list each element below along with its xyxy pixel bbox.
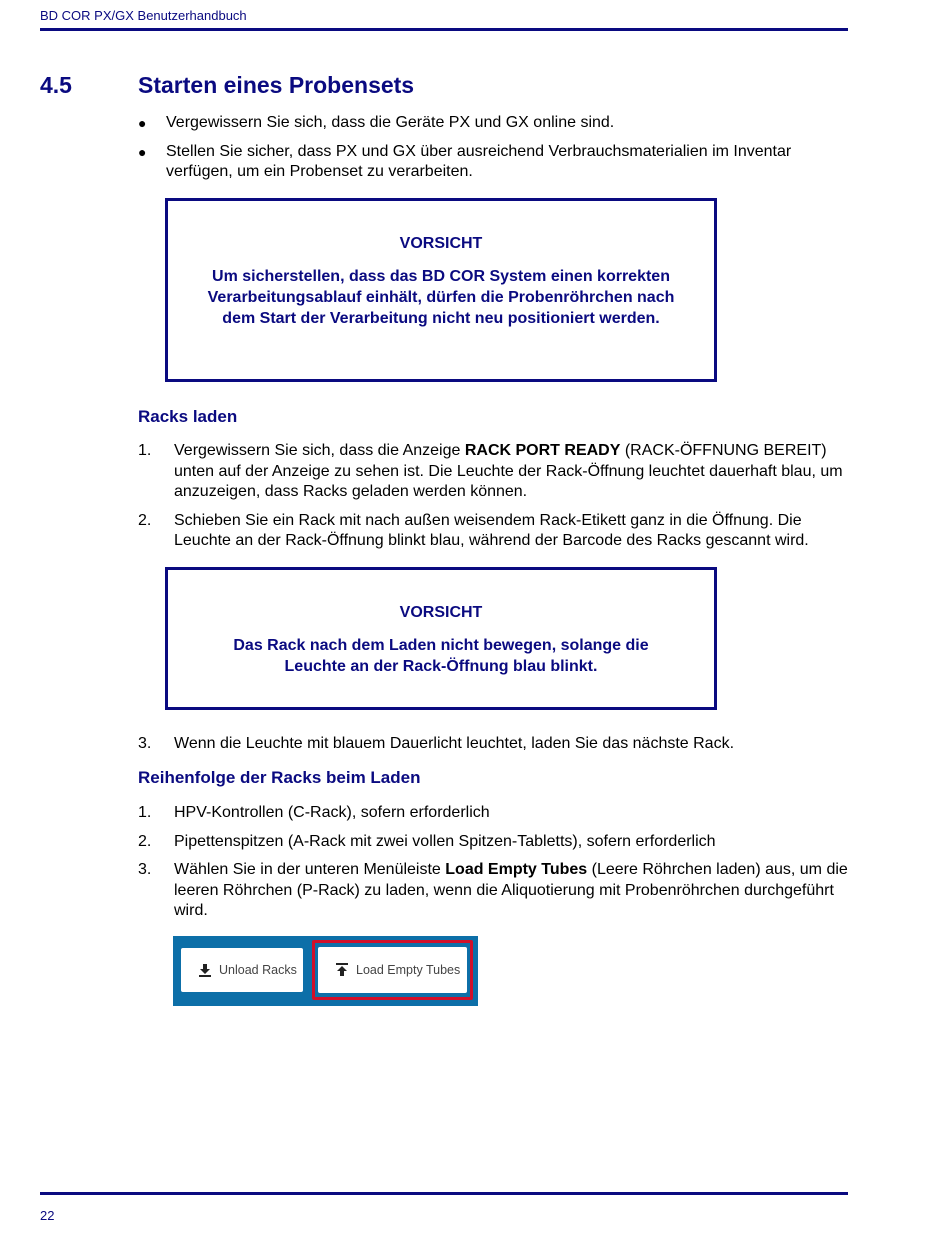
caution-box-1 [165, 198, 717, 382]
load-empty-tubes-button[interactable] [318, 947, 467, 993]
header-rule [40, 28, 848, 31]
list-item [138, 142, 838, 182]
step-number: 2. [138, 832, 152, 850]
page-number: 22 [40, 1208, 55, 1223]
step-text-pre: Vergewissern Sie sich, dass die Anzeige [174, 442, 465, 459]
list-item [138, 113, 838, 133]
section-number: 4.5 [40, 72, 72, 98]
step-text: Schieben Sie ein Rack mit nach außen weisendem Rack-Etikett ganz in die Öffnung. Die Leuchte an der Rack-Öffnung blinkt blau, während der Barcode des Racks gescannt wird. [174, 511, 809, 549]
unload-racks-label: Unload Racks [219, 963, 297, 977]
step-text-post: (Leere Röhrchen laden) aus, um die leeren Röhrchen (P-Rack) zu laden, wenn die Aliquotierung mit Probenröhrchen durchgeführt wird. [174, 861, 848, 919]
racks-laden-step-3 [138, 734, 848, 763]
step-text: Wenn die Leuchte mit blauem Dauerlicht leuchtet, laden Sie das nächste Rack. [174, 735, 735, 752]
list-item [138, 832, 848, 853]
step-number: 2. [138, 511, 152, 529]
bullet-text: Vergewissern Sie sich, dass die Geräte PX und GX online sind. [166, 114, 615, 131]
load-empty-tubes-label: Load Empty Tubes [356, 963, 461, 977]
caution-body: Das Rack nach dem Laden nicht bewegen, solange die Leuchte an der Rack-Öffnung blau blinkt. [233, 637, 649, 675]
step-text-bold: Load Empty Tubes [445, 861, 588, 878]
reihenfolge-steps [138, 803, 848, 930]
bullet-icon: ● [138, 115, 147, 131]
step-text: HPV-Kontrollen (C-Rack), sofern erforderlich [174, 804, 490, 821]
step-text: Pipettenspitzen (A-Rack mit zwei vollen Spitzen-Tabletts), sofern erforderlich [174, 832, 716, 850]
subheading-reihenfolge: Reihenfolge der Racks beim Laden [138, 768, 421, 787]
step-text-pre: Wählen Sie in der unteren Menüleiste [174, 861, 446, 878]
list-item [138, 860, 848, 922]
section-title: Starten eines Probensets [138, 72, 415, 98]
list-item [138, 441, 848, 503]
menu-bar-screenshot [173, 936, 478, 1006]
caution-title: VORSICHT [399, 604, 483, 621]
download-icon [198, 963, 212, 977]
bullet-icon: ● [138, 144, 147, 160]
footer-rule [40, 1192, 848, 1195]
upload-icon [335, 963, 349, 977]
step-text-bold: RACK PORT READY [464, 442, 621, 459]
racks-laden-steps [138, 441, 848, 560]
step-number: 3. [138, 735, 152, 752]
step-text-post: (RACK-ÖFFNUNG BEREIT) unten auf der Anzeige zu sehen ist. Die Leuchte der Rack-Öffnung leuchtet dauerhaft blau, um anzuzeigen, dass Racks geladen werden können. [174, 442, 843, 500]
list-item [138, 511, 848, 552]
caution-title: VORSICHT [399, 235, 483, 252]
list-item [138, 734, 848, 755]
unload-racks-button[interactable] [181, 948, 303, 992]
step-number: 1. [138, 442, 152, 459]
bullet-text: Stellen Sie sicher, dass PX und GX über ausreichend Verbrauchsmaterialien im Inventar verfügen, um ein Probenset zu verarbeiten. [166, 143, 792, 180]
running-header: BD COR PX/GX Benutzerhandbuch [40, 8, 247, 23]
caution-box-2 [165, 567, 717, 710]
list-item [138, 803, 848, 824]
subheading-racks-laden: Racks laden [138, 407, 238, 426]
caution-body: Um sicherstellen, dass das BD COR System einen korrekten Verarbeitungsablauf einhält, dürfen die Probenröhrchen nach dem Start der Verarbeitung nicht neu positioniert werden. [207, 268, 675, 327]
prerequisite-list [138, 113, 838, 191]
step-number: 3. [138, 861, 152, 878]
step-number: 1. [138, 804, 152, 821]
